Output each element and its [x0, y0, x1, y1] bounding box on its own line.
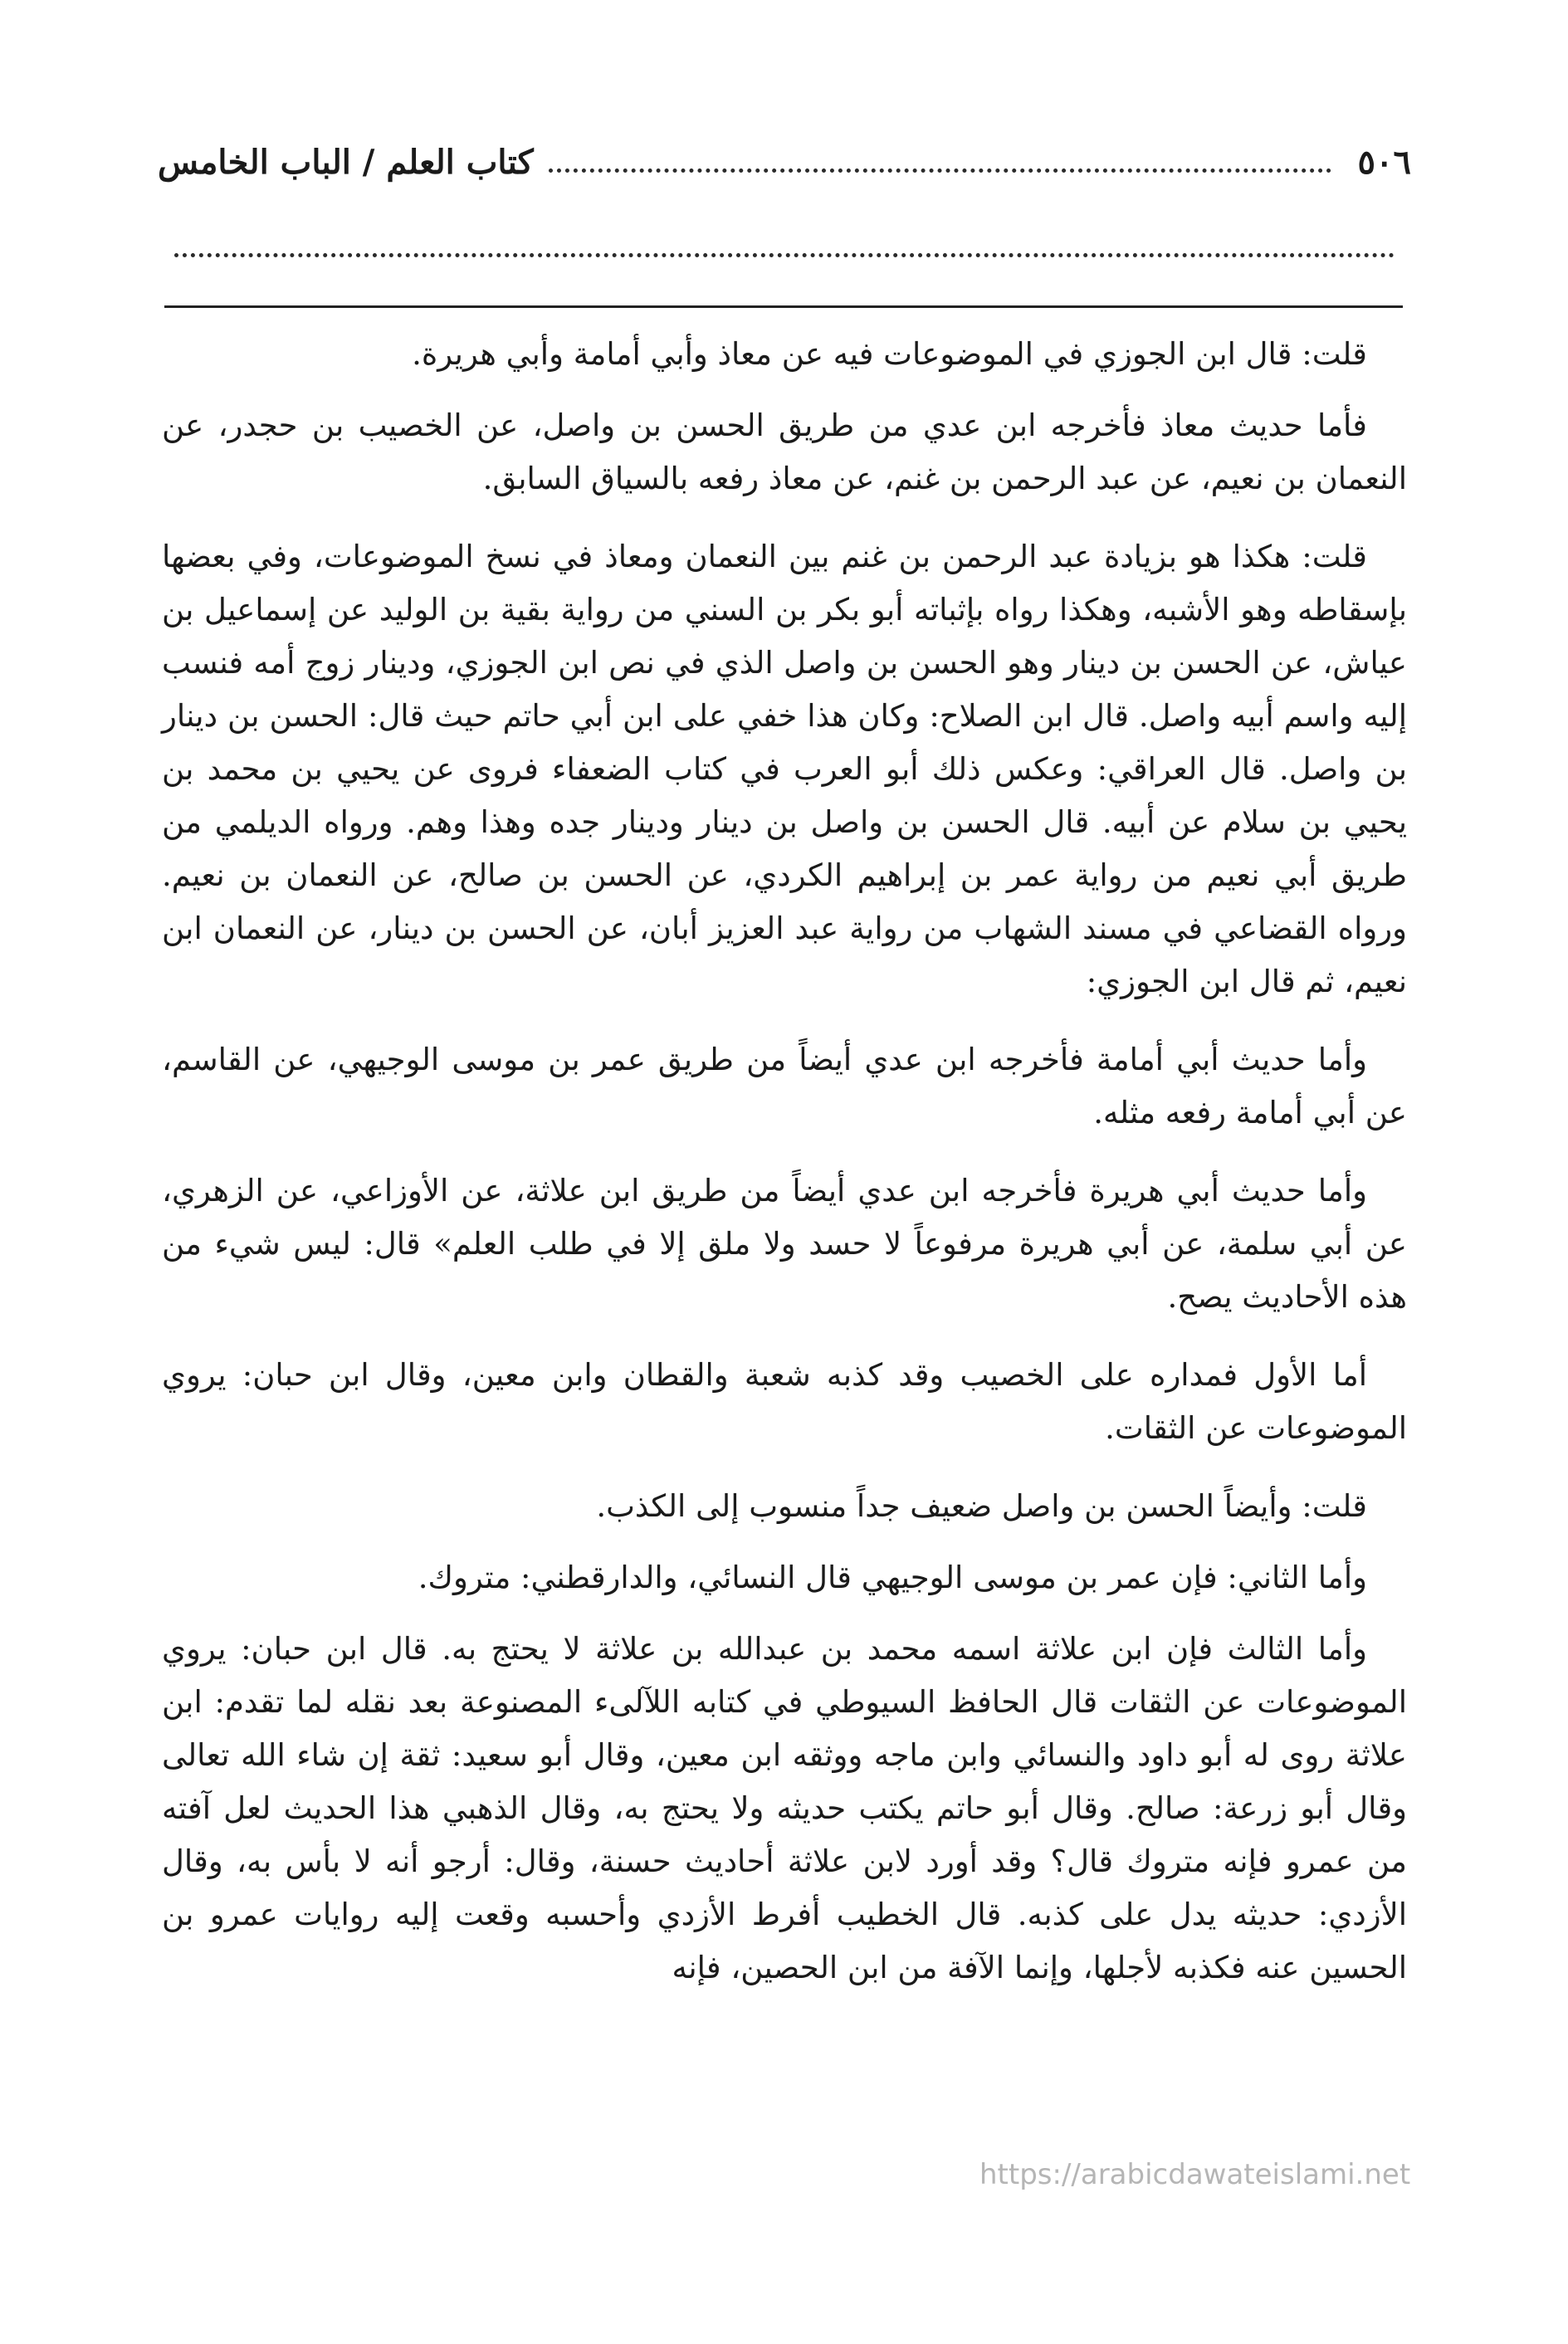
omitted-text-dots	[174, 253, 1395, 257]
watermark-url: https://arabicdawateislami.net	[979, 2158, 1411, 2191]
paragraph: قلت: وأيضاً الحسن بن واصل ضعيف جداً منسوب إلى الكذب.	[596, 1488, 1367, 1524]
paragraph: وأما حديث أبي أمامة فأخرجه ابن عدي أيضاً من طريق عمر بن موسى الوجيهي، عن القاسم، عن أبي أمامة رفعه مثله.	[162, 1042, 1407, 1130]
page-number: ٥٠٦	[1357, 142, 1411, 182]
footnote-separator-line	[164, 305, 1403, 308]
running-header	[158, 133, 1411, 191]
header-dot-leader	[549, 168, 1331, 173]
paragraph: وأما الثالث فإن ابن علاثة اسمه محمد بن عبدالله بن علاثة لا يحتج به. قال ابن حبان: يروي الموضوعات عن الثقات قال الحافظ السيوطي في كتابه اللآلىء المصنوعة بعد نقله لما تقدم: ابن علاثة روى له أبو داود والنسائي وابن ماجه ووثقه ابن معين، وقال أبو سعيد: ثقة إن شاء الله تعالى وقال أبو زرعة: صالح. وقال أبو حاتم يكتب حديثه ولا يحتج به، وقال الذهبي هذا الحديث لعل آفته من عمرو فإنه متروك قال؟ وقد أورد لابن علاثة أحاديث حسنة، وقال: أرجو أنه لا بأس به، وقال الأزدي: حديثه يدل على كذبه. قال الخطيب أفرط الأزدي وأحسبه وقعت إليه روايات عمرو بن الحسين عنه فكذبه لأجلها، وإنما الآفة من ابن الحصين، فإنه	[162, 1631, 1407, 1985]
paragraph: قلت: قال ابن الجوزي في الموضوعات فيه عن معاذ وأبي أمامة وأبي هريرة.	[412, 336, 1367, 372]
paragraph: فأما حديث معاذ فأخرجه ابن عدي من طريق الحسن بن واصل، عن الخصيب بن حجدر، عن النعمان بن نعيم، عن عبد الرحمن بن غنم، عن معاذ رفعه بالسياق السابق.	[162, 408, 1407, 496]
chapter-title: كتاب العلم / الباب الخامس	[158, 142, 534, 182]
paragraph: قلت: هكذا هو بزيادة عبد الرحمن بن غنم بين النعمان ومعاذ في نسخ الموضوعات، وفي بعضها بإسقاطه وهو الأشبه، وهكذا رواه بإثباته أبو بكر بن السني من رواية بقية بن الوليد عن إسماعيل بن عياش، عن الحسن بن دينار وهو الحسن بن واصل الذي في نص ابن الجوزي، ودينار زوج أمه فنسب إليه واسم أبيه واصل. قال ابن الصلاح: وكان هذا خفي على ابن أبي حاتم حيث قال: الحسن بن دينار بن واصل. قال العراقي: وعكس ذلك أبو العرب في كتاب الضعفاء فروى عن يحيي بن محمد بن يحيي بن سلام عن أبيه. قال الحسن بن واصل بن دينار ودينار جده وهذا وهم. ورواه الديلمي من طريق أبي نعيم من رواية عمر بن إبراهيم الكردي، عن الحسن بن صالح، عن النعمان بن نعيم. ورواه القضاعي في مسند الشهاب من رواية عبد العزيز أبان، عن الحسن بن دينار، عن النعمان ابن نعيم، ثم قال ابن الجوزي:	[162, 539, 1407, 999]
paragraph: وأما الثاني: فإن عمر بن موسى الوجيهي قال النسائي، والدارقطني: متروك.	[418, 1560, 1367, 1595]
body-text	[162, 328, 1407, 2019]
paragraph: أما الأول فمداره على الخصيب وقد كذبه شعبة والقطان وابن معين، وقال ابن حبان: يروي الموضوعات عن الثقات.	[162, 1357, 1407, 1446]
paragraph: وأما حديث أبي هريرة فأخرجه ابن عدي أيضاً من طريق ابن علاثة، عن الأوزاعي، عن الزهري، عن أبي سلمة، عن أبي هريرة مرفوعاً لا حسد ولا ملق إلا في طلب العلم» قال: ليس شيء من هذه الأحاديث يصح.	[162, 1173, 1407, 1315]
